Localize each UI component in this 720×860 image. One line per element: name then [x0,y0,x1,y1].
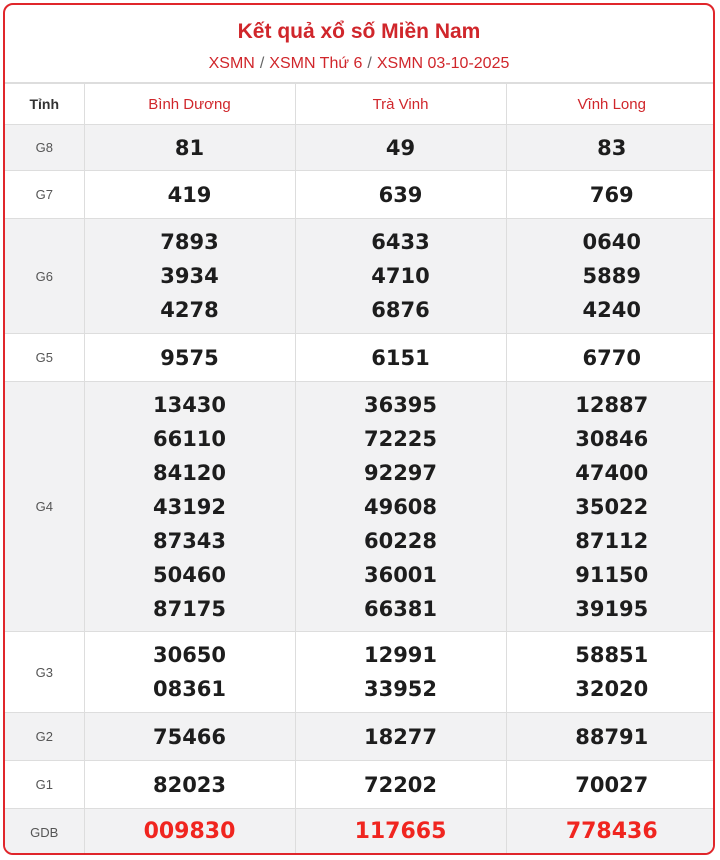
results-table [5,83,715,855]
table-row [5,219,715,334]
results-body [5,125,715,856]
column-header-province: Tỉnh [5,84,84,125]
result-number: 39195 [575,596,649,621]
result-number: 70027 [575,772,649,797]
table-header-row [5,84,715,125]
result-cell [506,382,715,632]
result-number: 6876 [371,298,430,322]
result-cell [84,809,295,856]
result-number: 13430 [152,392,227,417]
result-number: 6151 [371,345,430,370]
breadcrumb-separator: / [259,55,265,72]
result-cell [84,219,295,334]
special-prize-number: 117665 [354,819,447,844]
result-cell [295,382,506,632]
table-row [5,382,715,632]
result-cell [84,171,295,219]
prize-label: G1 [5,761,84,809]
result-number: 30846 [575,426,649,451]
result-cell [506,809,715,856]
result-cell [295,761,506,809]
breadcrumb-xsmn-thu-6[interactable]: XSMN Thứ 6 [269,55,363,72]
result-number: 82023 [152,772,227,797]
result-cell [506,171,715,219]
column-header-binh-duong[interactable]: Bình Dương [84,84,295,125]
result-number: 60228 [363,528,438,553]
result-number: 0640 [582,230,641,254]
table-row [5,334,715,382]
result-cell [506,761,715,809]
result-number: 88791 [575,724,649,749]
special-prize-number: 778436 [565,819,658,844]
result-number: 49 [385,135,416,160]
result-number: 6770 [582,345,641,370]
result-cell [506,713,715,761]
result-number: 36395 [363,392,438,417]
result-number: 769 [589,182,634,207]
breadcrumb [5,54,713,74]
result-number: 49608 [363,494,438,519]
result-cell [84,713,295,761]
table-row [5,632,715,713]
result-cell [84,125,295,171]
result-number: 419 [167,182,212,207]
column-header-vinh-long[interactable]: Vĩnh Long [506,84,715,125]
table-row [5,761,715,809]
result-number: 87175 [152,596,227,621]
breadcrumb-separator: / [367,55,372,72]
table-row [5,171,715,219]
result-number: 35022 [575,494,649,519]
result-number: 58851 [575,643,649,667]
result-cell [84,632,295,713]
result-number: 50460 [152,562,227,587]
result-cell [295,713,506,761]
result-number: 75466 [152,724,227,749]
result-cell [84,761,295,809]
result-number: 83 [597,135,627,160]
prize-label: G5 [5,334,84,382]
result-number: 33952 [363,677,438,701]
result-number: 91150 [575,562,649,587]
result-cell [295,334,506,382]
result-number: 72225 [363,426,438,451]
table-row [5,713,715,761]
result-number: 4240 [582,298,641,322]
result-cell [84,382,295,632]
result-cell [84,334,295,382]
breadcrumb-xsmn[interactable]: XSMN [208,55,255,72]
prize-label: G4 [5,382,84,632]
result-cell [506,334,715,382]
result-number: 66381 [363,596,438,621]
result-cell [295,219,506,334]
result-number: 6433 [371,230,430,254]
table-row [5,125,715,171]
result-number: 18277 [363,724,438,749]
result-number: 36001 [363,562,438,587]
result-cell [506,219,715,334]
prize-label: G2 [5,713,84,761]
prize-label: G7 [5,171,84,219]
result-number: 92297 [363,460,438,485]
result-number: 81 [174,135,205,160]
breadcrumb-xsmn-date[interactable]: XSMN 03-10-2025 [376,55,510,72]
result-number: 7893 [160,230,219,254]
result-number: 4278 [160,298,219,322]
result-cell [295,171,506,219]
result-number: 4710 [371,264,430,288]
results-card [3,3,715,855]
result-cell [295,809,506,856]
result-number: 87343 [152,528,227,553]
table-row [5,809,715,856]
result-number: 639 [378,182,423,207]
result-number: 3934 [160,264,219,288]
result-number: 84120 [152,460,227,485]
column-header-tra-vinh[interactable]: Trà Vinh [295,84,506,125]
result-number: 12887 [575,392,649,417]
result-cell [506,125,715,171]
result-number: 08361 [152,677,227,701]
result-cell [295,125,506,171]
prize-label: G8 [5,125,84,171]
prize-label: G3 [5,632,84,713]
result-number: 47400 [575,460,649,485]
result-cell [295,632,506,713]
result-number: 9575 [160,345,219,370]
result-number: 32020 [575,677,649,701]
result-number: 12991 [363,643,438,667]
result-number: 72202 [363,772,438,797]
prize-label: G6 [5,219,84,334]
results-header [5,5,713,83]
result-number: 5889 [582,264,641,288]
result-cell [506,632,715,713]
result-number: 43192 [152,494,227,519]
result-number: 30650 [152,643,227,667]
page-title: Kết quả xổ số Miền Nam [237,20,481,43]
prize-label: GDB [5,809,84,856]
special-prize-number: 009830 [143,819,236,844]
result-number: 66110 [152,426,227,451]
result-number: 87112 [575,528,649,553]
